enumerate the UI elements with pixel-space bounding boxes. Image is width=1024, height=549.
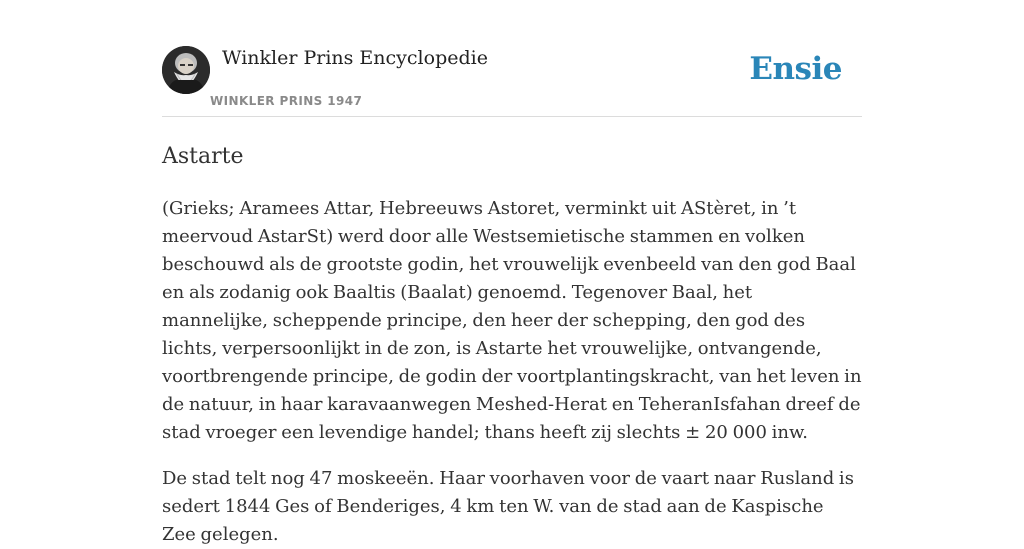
page-container <box>162 0 862 549</box>
article-paragraph-1: (Grieks; Aramees Attar, Hebreeuws Astoret, verminkt uit AStèret, in ’t meervoud AstarSt) werd door alle Westsemietische stammen en volken beschouwd als de grootste godin, het vrouwelijk evenbeeld van den god Baal en als zodanig ook Baaltis (Baalat) genoemd. Tegenover Baal, het mannelijke, scheppende principe, den heer der schepping, den god des lichts, verpersoonlijkt in de zon, is Astarte het vrouwelijke, ontvangende, voortbrengende principe, de godin der voortplantingskracht, van het leven in de natuur, in haar karavaanwegen Meshed-Herat en TeheranIsfahan dreef de stad vroeger een levendige handel; thans heeft zij slechts ± 20 000 inw. <box>162 198 862 443</box>
site-subtitle: WINKLER PRINS 1947 <box>210 94 363 108</box>
site-header <box>162 0 862 117</box>
bearded-man-portrait-icon <box>162 46 210 94</box>
site-title-link[interactable]: Winkler Prins Encyclopedie <box>222 47 488 69</box>
avatar[interactable] <box>162 46 210 94</box>
brand-logo[interactable]: Ensie <box>749 51 842 87</box>
article-paragraph-2: De stad telt nog 47 moskeeën. Haar voorhaven voor de vaart naar Rusland is sedert 1844 Ges of Benderiges, 4 km ten W. van de stad aan de Kaspische Zee gelegen. <box>162 468 854 545</box>
article-title: Astarte <box>162 144 244 169</box>
